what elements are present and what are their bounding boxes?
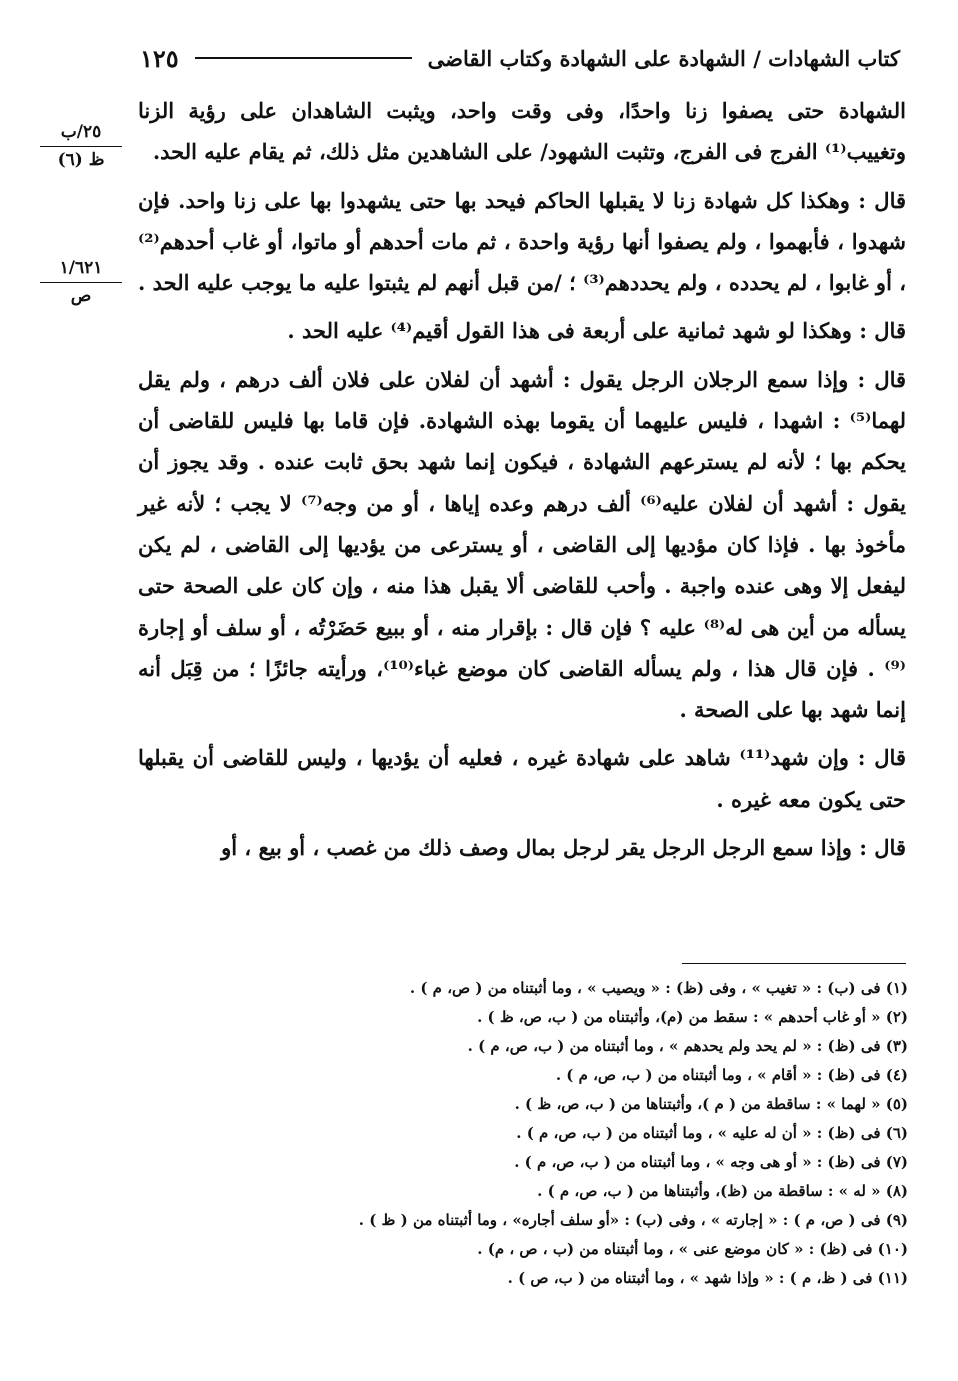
- main-text: [138, 90, 906, 868]
- paragraph: [138, 310, 906, 351]
- margin-note-manuscript-2: [40, 258, 122, 306]
- footnote-divider: [682, 963, 906, 964]
- paragraph-text: وإذا سمع الرجلان الرجل يقول : أشهد أن لفلان على فلان ألف درهم ، ولم يقل لهما⁽⁵⁾ : اشهدا ، فليس عليهما أن يقوما بهذه الشهادة. فإن قاما بها فليس للقاضى أن يحكم بها ؛ لأنه لم يسترعهم الشهادة ، فيكون إنما شهد بحق ثابت عنده . وقد يجوز أن يقول : أشهد أن لفلان عليه⁽⁶⁾ ألف درهم وعده إياها ، أو من وجه⁽⁷⁾ لا يجب ؛ لأنه غير مأخوذ بها . فإذا كان مؤديها إلى القاضى ، أو يسترعى من يؤديها إلى القاضى ، لم يكن ليفعل إلا وهى عنده واجبة . وأحب للقاضى ألا يقبل هذا منه ، وإن كان على الصحة حتى يسأله من أين هى له⁽⁸⁾ عليه ؟ فإن قال : بإقرار منه ، أو ببيع حَضَرْتُه ، أو سلف أو إجارة ⁽⁹⁾ . فإن قال هذا ، ولم يسأله القاضى كان موضع غباء⁽¹⁰⁾، ورأيته جائزًا ؛ من قِبَل أنه إنما شهد بها على الصحة .: [138, 366, 907, 723]
- paragraph-lead: قال :: [858, 187, 907, 213]
- footnote: (٦) فى (ظ) : « أن له عليه » ، وما أثبتناه من ( ب، ص، م ) .: [516, 1124, 908, 1142]
- paragraph-text: وإذا سمع الرجل الرجل يقر لرجل بمال وصف ذلك من غصب ، أو بيع ، أو: [221, 835, 852, 861]
- footnote: (٤) فى (ظ) : « أقام » ، وما أثبتناه من ( ب، ص، م ) .: [555, 1066, 908, 1084]
- footnote: (٣) فى (ظ) : « لم يحد ولم يحدهم » ، وما أثبتناه من ( ب، ص، م ) .: [467, 1037, 908, 1055]
- footnote: (٢) « أو غاب أحدهم » : سقط من (م)، وأثبتناه من ( ب، ص، ظ ) .: [477, 1008, 908, 1026]
- paragraph-lead: قال :: [859, 318, 906, 344]
- margin-note-folio: ٢٥/ب: [40, 122, 122, 147]
- header-title: كتاب الشهادات / الشهادة على الشهادة وكتاب القاضى: [427, 45, 900, 71]
- paragraph-lead: قال :: [859, 835, 906, 861]
- paragraph-lead: قال :: [857, 745, 906, 771]
- footnote: (٩) فى ( ص، م ) : « إجارته » ، وفى (ب) : «أو سلف أجاره» ، وما أثبتناه من ( ظ ) .: [358, 1211, 908, 1229]
- footnote: (٥) « لهما » : ساقطة من ( م )، وأثبتناها من ( ب، ص، ظ ) .: [514, 1095, 908, 1113]
- paragraph: [138, 737, 906, 820]
- paragraph: [138, 90, 906, 173]
- paragraph-lead: قال :: [857, 366, 907, 392]
- paragraph: [138, 827, 906, 868]
- running-header: [140, 38, 900, 78]
- footnote: (١٠) فى (ظ) : « كان موضع عنى » ، وما أثبتناه من (ب ، ص ، م) .: [477, 1240, 908, 1258]
- paragraph: [138, 359, 906, 731]
- paragraph: [138, 180, 906, 304]
- page-number: ١٢٥: [140, 43, 179, 73]
- footnote: (٨) « له » : ساقطة من (ظ)، وأثبتناها من ( ب، ص، م ) .: [537, 1182, 908, 1200]
- paragraph-text: الشهادة حتى يصفوا زنا واحدًا، وفى وقت واحد، ويثبت الشاهدان على رؤية الزنا وتغييب⁽¹⁾ الفرج فى الفرج، وتثبت الشهود/ على الشاهدين مثل ذلك، ثم يقام عليه الحد.: [138, 98, 906, 165]
- header-rule: [195, 57, 412, 59]
- paragraph-text: وهكذا كل شهادة زنا لا يقبلها الحاكم فيحد بها حتى يشهدوا بها على زنا واحد. فإن شهدوا ، فأبهموا ، ولم يصفوا أنها رؤية واحدة ، ثم مات أحدهم أو ماتوا، أو غاب أحدهم⁽²⁾ ، أو غابوا ، لم يحدده ، ولم يحددهم⁽³⁾ ؛ /من قبل أنهم لم يثبتوا عليه ما يوجب عليه الحد .: [138, 187, 906, 296]
- margin-note-source: ظ (٦): [57, 150, 105, 170]
- margin-note-source: ص: [70, 286, 92, 306]
- footnote: (٧) فى (ظ) : « أو هى وجه » ، وما أثبتناه من ( ب، ص، م ) .: [514, 1153, 908, 1171]
- paragraph-text: وهكذا لو شهد ثمانية على أربعة فى هذا القول أقيم⁽⁴⁾ عليه الحد .: [287, 318, 852, 344]
- paragraph-text: وإن شهد⁽¹¹⁾ شاهد على شهادة غيره ، فعليه أن يؤديها ، وليس للقاضى أن يقبلها حتى يكون معه غيره .: [138, 745, 906, 812]
- margin-note-folio: ١/٦٢١: [40, 258, 122, 283]
- footnote: (١) فى (ب) : « تغيب » ، وفى (ظ) : « ويصيب » ، وما أثبتناه من ( ص، م ) .: [409, 979, 908, 997]
- footnotes: [190, 974, 908, 1293]
- footnote: (١١) فى ( ظ، م ) : « وإذا شهد » ، وما أثبتناه من ( ب، ص ) .: [507, 1269, 908, 1287]
- margin-note-manuscript-1: [40, 122, 122, 170]
